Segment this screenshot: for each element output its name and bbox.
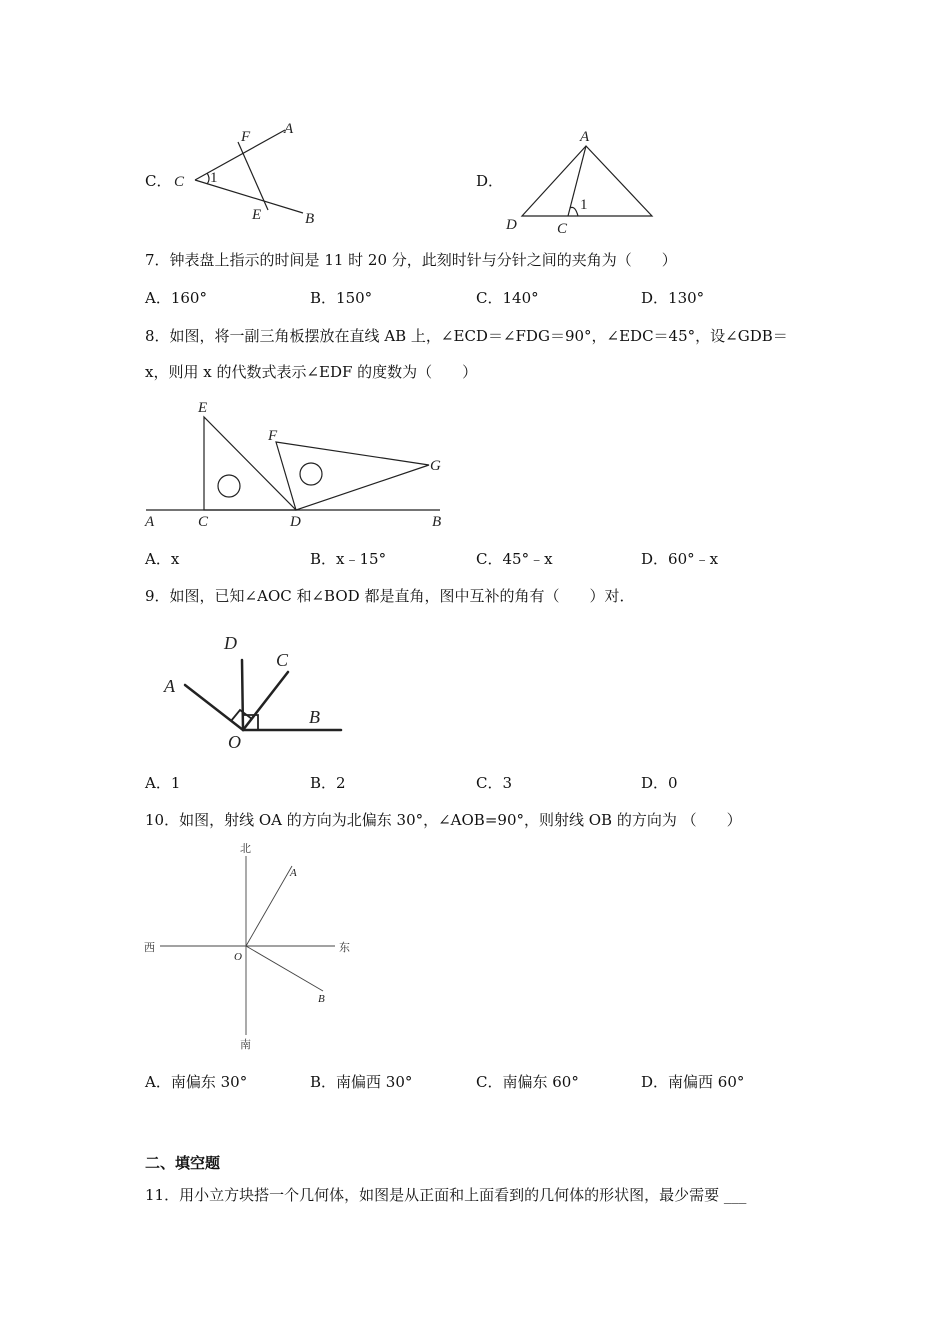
ray-oc (243, 672, 288, 730)
q8-label-d: D (290, 514, 301, 530)
q10-label-south: 南 (240, 1039, 251, 1051)
fig-d-label-c: C (557, 221, 568, 237)
q8-label-b: B (432, 514, 442, 530)
fig-c-label-a: A (284, 121, 294, 137)
q9-label-d: D (224, 633, 237, 653)
angle-1-arc (570, 207, 578, 216)
q9-label-c: C (276, 650, 289, 670)
q8-label-f: F (268, 428, 278, 444)
q7-question: 7．钟表盘上指示的时间是 11 时 20 分，此刻时针与分针之间的夹角为（ ） (145, 251, 677, 269)
ray-od (242, 660, 243, 730)
q8-option-b: B．x﹣15° (310, 550, 387, 568)
q9-option-b: B．2 (310, 774, 346, 792)
q9-option-a: A．1 (145, 774, 181, 792)
transversal-fe (238, 142, 268, 210)
q8-option-d: D．60°﹣x (641, 550, 719, 568)
q7-option-c: C．140° (476, 289, 539, 307)
q9-question: 9．如图，已知∠AOC 和∠BOD 都是直角，图中互补的角有（ ）对． (145, 587, 635, 605)
ray-ob (246, 946, 323, 991)
section-title-fill-in-blank: 二、填空题 (145, 1154, 221, 1172)
q9-label-o: O (228, 732, 241, 752)
q10-question: 10．如图，射线 OA 的方向为北偏东 30°，∠AOB=90°，则射线 OB 的方向为 （ ） (145, 811, 742, 829)
q8-label-c: C (198, 514, 209, 530)
q8-question-line2: x，则用 x 的代数式表示∠EDF 的度数为（ ） (145, 363, 478, 381)
ray-ca (195, 130, 285, 180)
q10-option-a: A．南偏东 30° (145, 1073, 248, 1091)
fig-d-label-1: 1 (580, 197, 588, 213)
q10-option-b: B．南偏西 30° (310, 1073, 413, 1091)
fig-d-label-a: A (580, 129, 590, 145)
q9-label-b: B (309, 707, 320, 727)
q8-option-c: C．45°﹣x (476, 550, 553, 568)
q8-option-a: A．x (145, 550, 180, 568)
q10-label-o: O (234, 951, 242, 963)
q9-option-c: C．3 (476, 774, 513, 792)
q7-option-b: B．150° (310, 289, 373, 307)
ray-oa (246, 866, 292, 946)
q9-figure (160, 628, 360, 753)
q8-label-a: A (145, 514, 155, 530)
q7-option-d: D．130° (641, 289, 705, 307)
fig-c-label-b: B (305, 211, 315, 227)
q10-label-b: B (318, 993, 325, 1005)
triangle-hole-1 (218, 475, 240, 497)
q9-label-a: A (164, 676, 175, 696)
q8-question-line1: 8．如图，将一副三角板摆放在直线 AB 上，∠ECD＝∠FDG＝90°，∠EDC＝45°，设∠GDB＝ (145, 327, 788, 345)
q10-label-east: 东 (339, 942, 350, 954)
angle-1-arc (207, 173, 209, 184)
q8-label-g: G (430, 458, 441, 474)
q10-figure (140, 838, 360, 1058)
fig-c-label-c: C (174, 174, 185, 190)
q8-label-e: E (198, 400, 208, 416)
q6-figure-d (500, 125, 660, 240)
q6-option-d-label: D． (476, 172, 504, 190)
fig-d-label-d: D (506, 217, 517, 233)
q6-option-c-label: C． (145, 172, 172, 190)
q10-label-north: 北 (240, 843, 251, 855)
ray-oa (185, 685, 243, 730)
q6-figure-c (160, 115, 330, 230)
triangle-fdg (276, 442, 429, 510)
q11-question: 11．用小立方块搭一个几何体，如图是从正面和上面看到的几何体的形状图，最少需要 ___ (145, 1186, 747, 1204)
fig-c-label-1: 1 (210, 170, 218, 186)
triangle-hole-2 (300, 463, 322, 485)
q9-option-d: D．0 (641, 774, 678, 792)
q10-label-west: 西 (144, 942, 155, 954)
fig-c-label-e: E (252, 207, 262, 223)
q10-option-c: C．南偏东 60° (476, 1073, 579, 1091)
fig-c-label-f: F (241, 129, 251, 145)
q8-figure (140, 395, 460, 535)
q10-label-a: A (290, 867, 297, 879)
q7-option-a: A．160° (145, 289, 207, 307)
q10-option-d: D．南偏西 60° (641, 1073, 745, 1091)
